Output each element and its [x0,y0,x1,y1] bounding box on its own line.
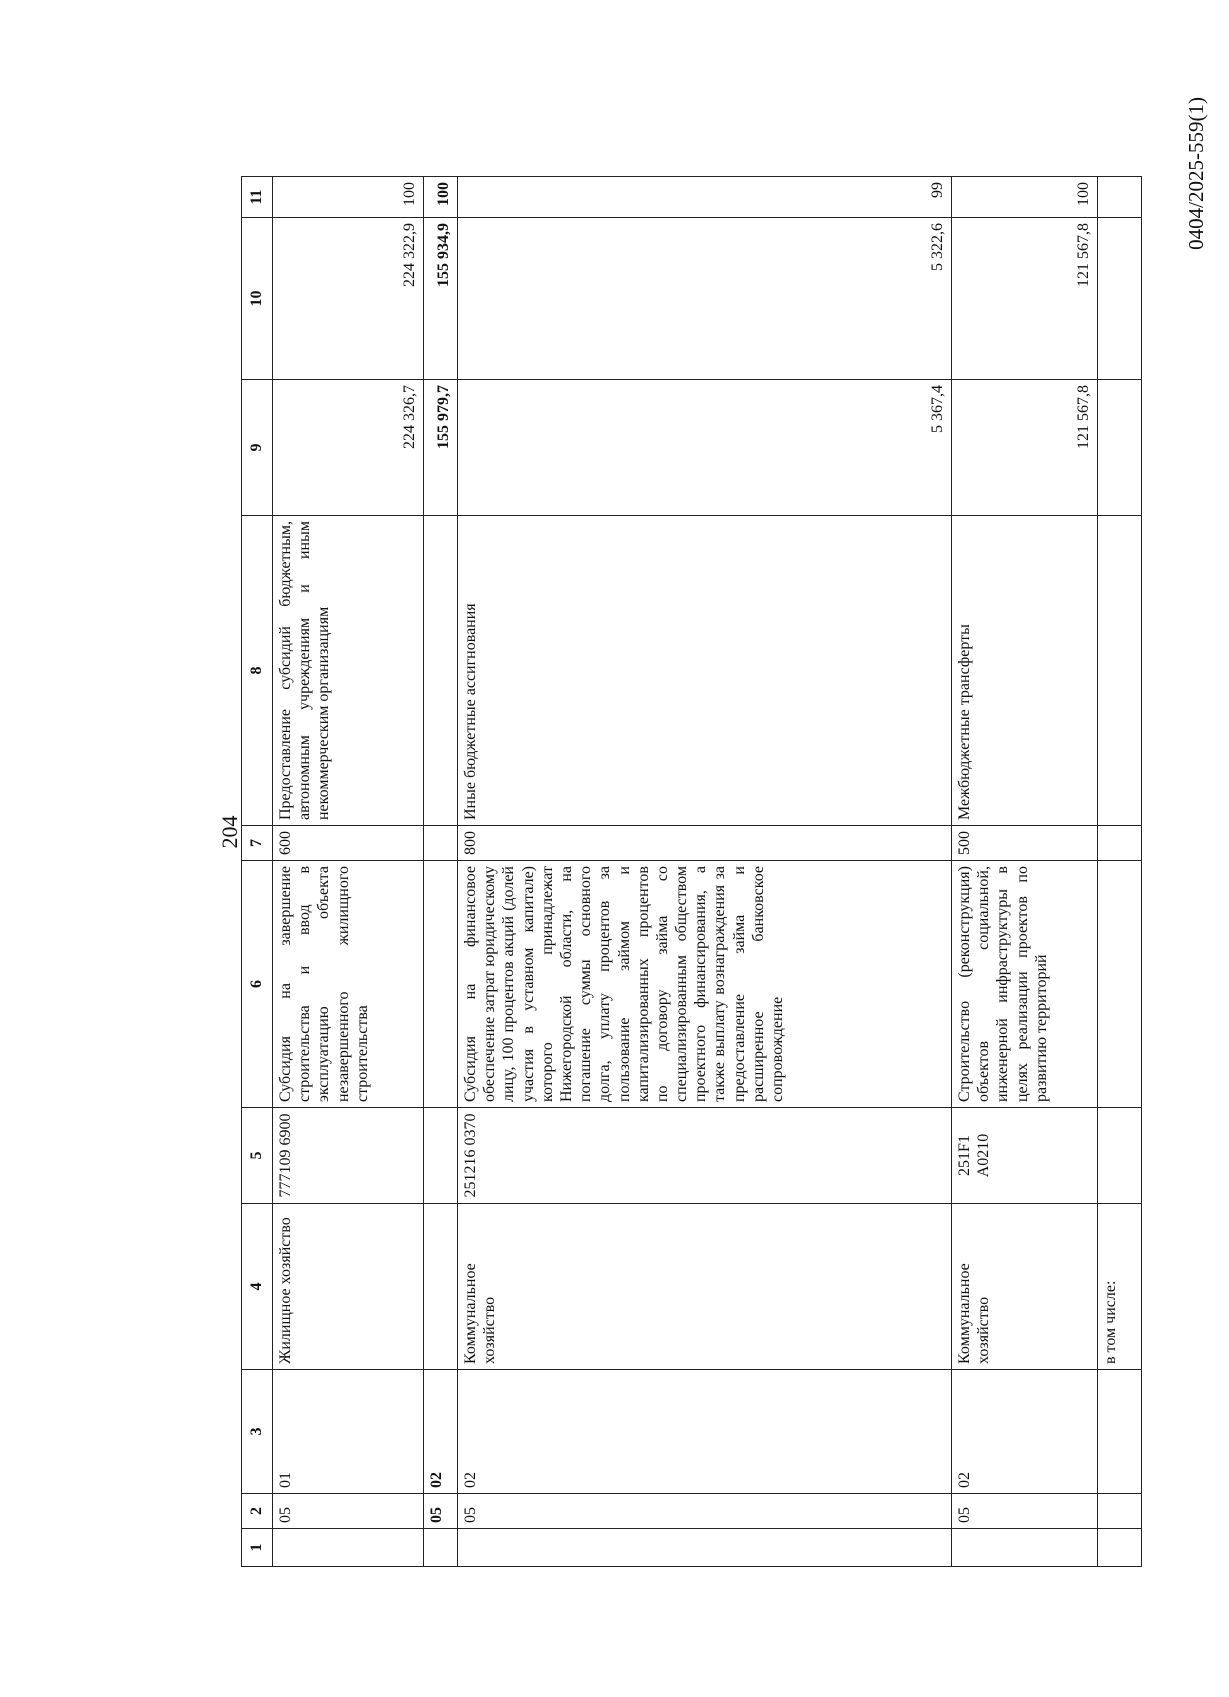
cell-col-1 [273,1529,424,1567]
cell-expense-name: Предоставление субсидий бюджетным, автономным учреждениям и иным некоммерческим организациям [273,516,424,826]
cell-expense-name: Межбюджетные трансферты [952,516,1098,826]
cell-expense-name: Иные бюджетные ассигнования [458,516,952,826]
cell-section: 05 [424,1494,458,1529]
cell-actual: 121 567,8 [952,218,1098,380]
cell-actual [1098,218,1142,380]
table-row [424,177,458,1567]
cell-percent: 100 [424,177,458,218]
cell-section: 05 [273,1494,424,1529]
cell-actual: 5 322,6 [458,218,952,380]
header-cell-9: 9 [242,380,273,516]
cell-section-name: в том числе: [1098,1204,1142,1370]
cell-target-code: 251F1 A0210 [952,1108,1098,1204]
cell-target-name: Субсидия на завершение строительства и ввод в эксплуатацию объекта незавершенного жилищного строительства [273,861,424,1108]
cell-target-code: 251216 0370 [458,1108,952,1204]
cell-percent: 100 [952,177,1098,218]
budget-table [241,176,1142,1567]
cell-percent [1098,177,1142,218]
cell-expense-type: 600 [273,826,424,861]
cell-expense-type [1098,826,1142,861]
cell-target-name [1098,861,1142,1108]
cell-plan: 224 326,7 [273,380,424,516]
cell-subsection: 02 [458,1370,952,1494]
header-cell-10: 10 [242,218,273,380]
cell-section-name: Коммунальное хозяйство [458,1204,952,1370]
header-cell-4: 4 [242,1204,273,1370]
cell-expense-name [1098,516,1142,826]
cell-section [1098,1494,1142,1529]
header-cell-7: 7 [242,826,273,861]
cell-actual: 224 322,9 [273,218,424,380]
cell-target-name [424,861,458,1108]
cell-subsection: 02 [424,1370,458,1494]
header-cell-2: 2 [242,1494,273,1529]
cell-target-code: 777109 6900 [273,1108,424,1204]
cell-section-name [424,1204,458,1370]
table-row [952,177,1098,1567]
header-cell-8: 8 [242,516,273,826]
page-number: 204 [217,815,242,849]
cell-plan: 5 367,4 [458,380,952,516]
header-cell-1: 1 [242,1529,273,1567]
document-code: 0404/2025-559(1) [1184,97,1208,250]
cell-expense-type [424,826,458,861]
cell-actual: 155 934,9 [424,218,458,380]
cell-section: 05 [952,1494,1098,1529]
cell-col-1 [1098,1529,1142,1567]
cell-expense-name [424,516,458,826]
cell-subsection [1098,1370,1142,1494]
cell-plan: 155 979,7 [424,380,458,516]
table-row [1098,177,1142,1567]
cell-target-name: Строительство (реконструкция) объектов социальной, инженерной инфраструктуры в целях реализации проектов по развитию территорий [952,861,1098,1108]
cell-target-name: Субсидия на финансовое обеспечение затрат юридическому лицу, 100 процентов акций (долей участия в уставном капитале) которого принадлежат Нижегородской области, на погашение суммы основного долга, уплату процентов за пользование займом и капитализированных процентов по договору займа со специализированным обществом проектного финансирования, а также выплату вознаграждения за предоставление займа и расширенное банковское сопровождение [458,861,952,1108]
cell-section-name: Жилищное хозяйство [273,1204,424,1370]
table-row [273,177,424,1567]
header-cell-3: 3 [242,1370,273,1494]
table-row [458,177,952,1567]
cell-subsection: 01 [273,1370,424,1494]
cell-col-1 [424,1529,458,1567]
cell-target-code [424,1108,458,1204]
cell-section: 05 [458,1494,952,1529]
rotated-page [139,97,1229,1567]
cell-col-1 [952,1529,1098,1567]
header-cell-5: 5 [242,1108,273,1204]
cell-section-name: Коммунальное хозяйство [952,1204,1098,1370]
table-header-row [242,177,273,1567]
cell-expense-type: 500 [952,826,1098,861]
cell-expense-type: 800 [458,826,952,861]
cell-percent: 99 [458,177,952,218]
cell-plan: 121 567,8 [952,380,1098,516]
cell-col-1 [458,1529,952,1567]
cell-subsection: 02 [952,1370,1098,1494]
header-cell-6: 6 [242,861,273,1108]
cell-plan [1098,380,1142,516]
header-cell-11: 11 [242,177,273,218]
cell-target-code [1098,1108,1142,1204]
cell-percent: 100 [273,177,424,218]
